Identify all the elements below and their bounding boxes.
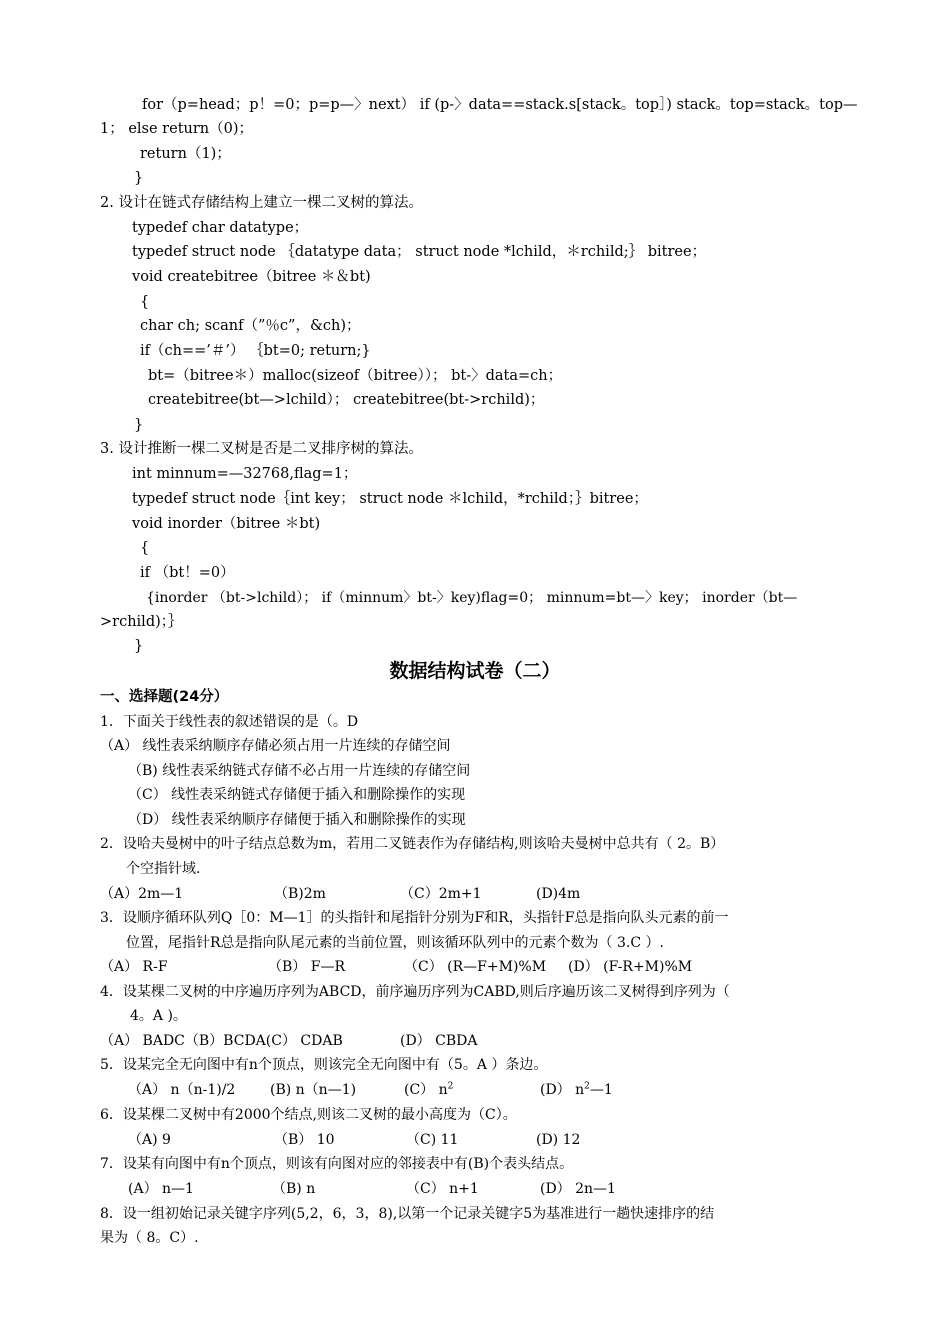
question-option: (D) 12 <box>536 1132 581 1148</box>
code-line: void createbitree（bitree ＊＆bt) <box>132 269 371 285</box>
option-text-tail: —1 <box>589 1082 613 1098</box>
question-option <box>540 1080 613 1100</box>
code-line: { <box>140 294 150 310</box>
question-option: （C）2m+1 <box>400 886 482 902</box>
question-stem: 1．下面关于线性表的叙述错误的是（。D <box>100 714 359 730</box>
question-option: （D） 线性表采纳顺序存储便于插入和删除操作的实现 <box>128 812 466 828</box>
code-line: >rchild)；｝ <box>100 614 183 630</box>
question-option: (D） (F-R+M)%M <box>568 959 693 975</box>
question-option: (A） n—1 <box>128 1181 194 1197</box>
question-option: （B） F—R <box>268 959 345 975</box>
code-line: } <box>134 417 144 433</box>
code-line: typedef struct node｛int key； struct node ＊lchild，*rchild；｝bitree； <box>132 491 648 507</box>
question-option: （C） n+1 <box>406 1181 479 1197</box>
question-stem-continued: 4。A )。 <box>130 1008 187 1024</box>
question-option: （A） BADC（B）BCDA(C） CDAB <box>100 1033 343 1049</box>
question-option: （B)2m <box>274 886 326 902</box>
question-option: （A） n（n-1)/2 <box>128 1082 236 1098</box>
item-heading: 3. 设计推断一棵二叉树是否是二叉排序树的算法。 <box>100 441 423 457</box>
question-stem-continued: 位置，尾指针R总是指向队尾元素的当前位置，则该循环队列中的元素个数为（ 3.C ）. <box>126 935 664 951</box>
code-line: } <box>134 170 144 186</box>
code-line: 1； else return（0)； <box>100 121 254 137</box>
section-heading: 一、选择题(24分） <box>100 689 229 705</box>
question-option: （C) 11 <box>406 1132 459 1148</box>
superscript: 2 <box>447 1081 454 1092</box>
question-stem: 5．设某完全无向图中有n个顶点，则该完全无向图中有（5。A ）条边。 <box>100 1057 548 1073</box>
code-line: if（ch==’＃’） ｛bt=0; return;} <box>140 343 371 359</box>
code-line: {inorder （bt->lchild）； if（minnum〉bt-〉key)flag=0； minnum=bt—〉key； inorder（bt— <box>146 590 798 606</box>
question-option: （B） 10 <box>274 1132 335 1148</box>
question-stem-continued: 果为（ 8。C）. <box>100 1230 199 1246</box>
code-line: for（p=head；p！=0；p=p—〉next） if (p-〉data==stack.s[stack。top］) stack。top=stack。top— <box>142 97 858 113</box>
item-heading: 2. 设计在链式存储结构上建立一棵二叉树的算法。 <box>100 195 423 211</box>
question-option: (D） 2n—1 <box>540 1181 616 1197</box>
question-option: （A） 线性表采纳顺序存储必须占用一片连续的存储空间 <box>100 738 451 754</box>
question-option: (B) n（n—1) <box>270 1082 357 1098</box>
code-line: void inorder（bitree ＊bt) <box>132 516 321 532</box>
question-stem: 2．设哈夫曼树中的叶子结点总数为m，若用二叉链表作为存储结构,则该哈夫曼树中总共有（ 2。B） <box>100 836 725 852</box>
question-stem-continued: 个空指针域. <box>126 861 201 877</box>
question-option: （C） 线性表采纳链式存储便于插入和删除操作的实现 <box>128 787 466 803</box>
code-line: return（1)； <box>140 146 231 162</box>
code-line: { <box>140 540 150 556</box>
code-line: int minnum=—32768,flag=1； <box>132 466 358 482</box>
code-line: createbitree(bt—>lchild）； createbitree(bt->rchild)； <box>148 392 545 408</box>
code-line: typedef char datatype； <box>132 220 309 236</box>
question-stem: 6．设某棵二叉树中有2000个结点,则该二叉树的最小高度为（C）。 <box>100 1107 517 1123</box>
question-stem: 3．设顺序循环队列Q［0：M—1］的头指针和尾指针分别为F和R，头指针F总是指向队头元素的前一 <box>100 910 729 926</box>
question-stem: 8．设一组初始记录关键字序列(5,2，6，3，8),以第一个记录关键字5为基准进行一趟快速排序的结 <box>100 1206 715 1222</box>
question-option: (D） CBDA <box>400 1033 478 1049</box>
code-line: typedef struct node ｛datatype data； struct node *lchild，＊rchild;｝ bitree； <box>132 244 707 260</box>
code-line: char ch; scanf（”％c”，&ch)； <box>140 318 361 334</box>
superscript: 2 <box>584 1081 590 1092</box>
question-option: （B) n <box>272 1181 316 1197</box>
option-text: (D） n <box>540 1082 585 1098</box>
question-option: （B) 线性表采纳链式存储不必占用一片连续的存储空间 <box>128 763 471 779</box>
question-option: （C） (R—F+M)%M <box>404 959 547 975</box>
question-option: （A） R-F <box>100 959 168 975</box>
code-line: bt=（bitree＊）malloc(sizeof（bitree））； bt-〉data=ch； <box>148 368 563 384</box>
question-option: (D)4m <box>536 886 581 902</box>
option-text: (C） n <box>404 1082 448 1098</box>
question-option <box>404 1080 453 1100</box>
code-line: if （bt！=0） <box>140 565 235 581</box>
question-option: （A）2m—1 <box>100 886 184 902</box>
question-option: （A) 9 <box>128 1132 171 1148</box>
exam-title: 数据结构试卷（二） <box>389 660 561 682</box>
question-stem: 4．设某棵二叉树的中序遍历序列为ABCD，前序遍历序列为CABD,则后序遍历该二叉树得到序列为（ <box>100 984 730 1000</box>
question-stem: 7．设某有向图中有n个顶点，则该有向图对应的邻接表中有(B)个表头结点。 <box>100 1156 574 1172</box>
code-line: } <box>134 638 144 654</box>
